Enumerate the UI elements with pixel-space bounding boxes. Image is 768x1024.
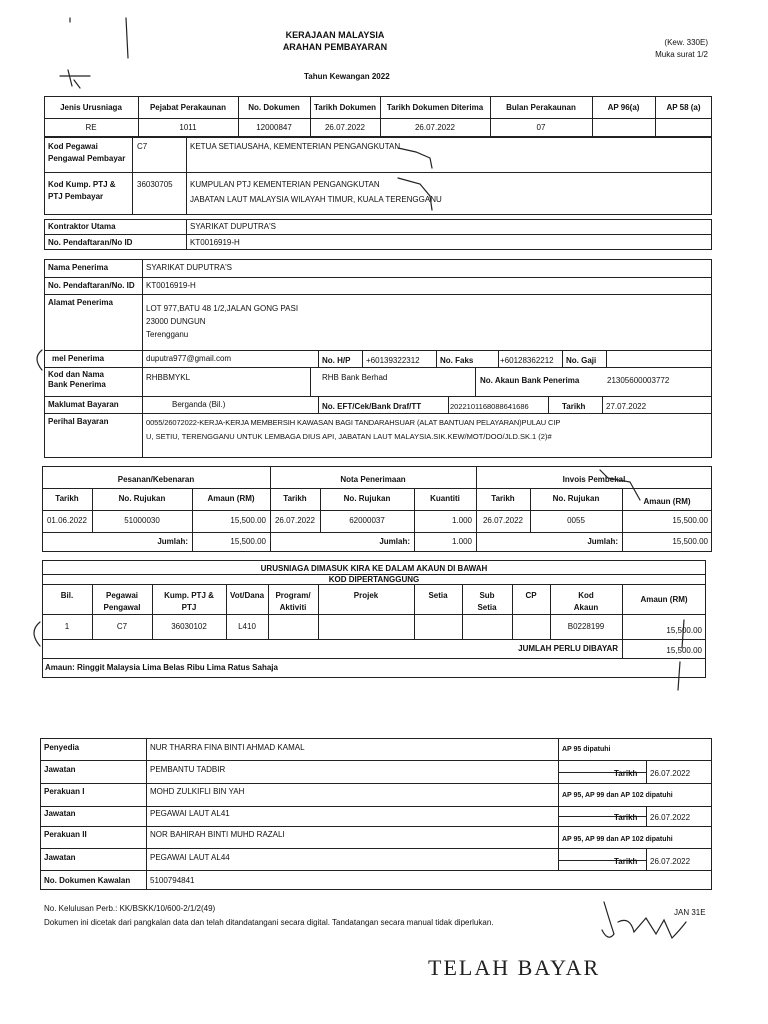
faks-label: No. Faks — [440, 356, 474, 365]
u-sub-header: Sub — [479, 591, 495, 600]
u-program-header-2: Aktiviti — [279, 603, 307, 612]
tarikh-label-2: Tarikh — [614, 813, 638, 822]
i-jumlah: 15,500.00 — [672, 537, 708, 546]
i-tarikh-header: Tarikh — [491, 494, 515, 503]
ptj-code: 36030705 — [137, 180, 173, 189]
perakuan1-label: Perakuan I — [44, 787, 85, 796]
u-ptj-header: Kump. PTJ & — [164, 591, 214, 600]
perakuan2-name: NOR BAHIRAH BINTI MUHD RAZALI — [150, 830, 285, 839]
alamat-line-3: Terengganu — [146, 330, 189, 339]
urusniaga-title: URUSNIAGA DIMASUK KIRA KE DALAM AKAUN DI BAWAH — [260, 564, 488, 573]
n-kuantiti: 1.000 — [451, 516, 472, 525]
alamat-label: Alamat Penerima — [48, 298, 113, 307]
p-jumlah: 15,500.00 — [230, 537, 266, 546]
nodok-value: 12000847 — [256, 123, 292, 132]
n-tarikh: 26.07.2022 — [274, 516, 316, 525]
u-kod-header: Kod — [578, 591, 594, 600]
i-jumlah-label: Jumlah: — [587, 537, 618, 546]
ap96-label: AP 96(a) — [607, 103, 640, 112]
ptj-label-2: PTJ Pembayar — [48, 192, 104, 201]
tarikh-label-1: Tarikh — [614, 769, 638, 778]
pegawai-name: KETUA SETIAUSAHA, KEMENTERIAN PENGANGKUTAN — [190, 142, 401, 151]
tarikh-2: 26.07.2022 — [650, 813, 691, 822]
maklumat-value: Berganda (Bil.) — [172, 400, 226, 409]
p-rujukan-header: No. Rujukan — [118, 494, 166, 503]
perihal-label: Perihal Bayaran — [48, 417, 109, 426]
ptj-line-1: KUMPULAN PTJ KEMENTERIAN PENGANGKUTAN — [190, 180, 380, 189]
tarikh-label-3: Tarikh — [614, 857, 638, 866]
u-bil: 1 — [64, 622, 70, 631]
jan-code: JAN 31E — [674, 908, 706, 917]
tarikh-1: 26.07.2022 — [650, 769, 691, 778]
pegawai-label-2: Pengawal Pembayar — [48, 154, 126, 163]
eft-value: 2022101168088641686 — [450, 402, 529, 411]
reg-value: KT0016919-H — [146, 281, 196, 290]
tarikh-3: 26.07.2022 — [650, 857, 691, 866]
u-program-header: Program/ — [275, 591, 311, 600]
tdok-value: 26.07.2022 — [324, 123, 366, 132]
kelulusan-note: No. Kelulusan Perb.: KK/BSKK/10/600-2/1/2(49) — [44, 904, 216, 913]
pejabat-label: Pejabat Perakaunan — [149, 103, 227, 112]
akaun-value: 21305600003772 — [607, 376, 670, 385]
kawalan-value: 5100794841 — [150, 876, 195, 885]
i-rujukan: 0055 — [567, 516, 585, 525]
p-amaun-header: Amaun (RM) — [207, 494, 255, 503]
telah-bayar-stamp: TELAH BAYAR — [428, 955, 601, 980]
bank-label-2: Bank Penerima — [48, 380, 106, 389]
u-setia-header: Setia — [428, 591, 448, 600]
kawalan-label: No. Dokumen Kawalan — [44, 876, 131, 885]
u-vot-header: Vot/Dana — [229, 591, 265, 600]
jawatan-3: PEGAWAI LAUT AL44 — [150, 853, 230, 862]
p-tarikh-header: Tarikh — [55, 494, 79, 503]
pegawai-code: C7 — [137, 142, 148, 151]
u-vot: L410 — [238, 622, 256, 631]
financial-year: Tahun Kewangan 2022 — [304, 72, 390, 81]
n-kuantiti-header: Kuantiti — [430, 494, 460, 503]
invois-title: Invois Pembekal — [562, 475, 626, 484]
kontraktor-reg: KT0016919-H — [190, 238, 240, 247]
jumlah-perlu: 15,500.00 — [666, 646, 702, 655]
p-rujukan: 51000030 — [124, 516, 160, 525]
kontraktor-reg-label: No. Pendaftaran/No ID — [48, 238, 133, 247]
eft-tarikh: 27.07.2022 — [606, 402, 647, 411]
u-ptj-header-2: PTJ — [181, 603, 197, 612]
n-jumlah-label: Jumlah: — [379, 537, 410, 546]
jenis-label: Jenis Urusniaga — [60, 103, 122, 112]
form-code: (Kew. 330E) — [664, 38, 708, 47]
pesanan-title: Pesanan/Kebenaran — [117, 475, 195, 484]
u-amaun: 15,500.00 — [666, 626, 702, 635]
maklumat-label: Maklumat Bayaran — [48, 400, 119, 409]
i-amaun-header: Amaun (RM) — [643, 497, 691, 506]
jawatan-2: PEGAWAI LAUT AL41 — [150, 809, 230, 818]
perihal-line-2: U, SETIU, TERENGGANU UNTUK LEMBAGA DIUS API, JABATAN LAUT MALAYSIA.SIK.KEW/MOT/DOO/JLD.SK.1 (2)# — [146, 432, 552, 441]
u-ptj: 36030102 — [171, 622, 207, 631]
binder-mark-1 — [37, 350, 42, 370]
amaun-words: Amaun: Ringgit Malaysia Lima Belas Ribu Lima Ratus Sahaja — [45, 663, 278, 672]
u-amaun-header: Amaun (RM) — [640, 595, 688, 604]
u-pegawai-header: Pegawai — [105, 591, 138, 600]
u-sub-header-2: Setia — [477, 603, 497, 612]
n-jumlah: 1.000 — [451, 537, 472, 546]
nodok-label: No. Dokumen — [248, 103, 300, 112]
i-amaun: 15,500.00 — [672, 516, 708, 525]
u-projek-header: Projek — [353, 591, 379, 600]
bank-label: Kod dan Nama — [48, 370, 105, 379]
perakuan2-note: AP 95, AP 99 dan AP 102 dipatuhi — [562, 836, 673, 843]
pen-stroke — [126, 18, 128, 58]
faks-value: +60128362212 — [500, 356, 554, 365]
tdok-label: Tarikh Dokumen — [313, 103, 377, 112]
eft-label: No. EFT/Cek/Bank Draf/TT — [322, 402, 422, 411]
bulan-value: 07 — [536, 123, 546, 132]
urusniaga-subtitle: KOD DIPERTANGGUNG — [328, 575, 420, 584]
u-kod-header-2: Akaun — [573, 603, 599, 612]
n-rujukan: 62000037 — [349, 516, 385, 525]
bank-name: RHB Bank Berhad — [322, 373, 388, 382]
gaji-label: No. Gaji — [566, 356, 597, 365]
penyedia-label: Penyedia — [44, 743, 80, 752]
ptj-line-2: JABATAN LAUT MALAYSIA WILAYAH TIMUR, KUALA TERENGGANU — [190, 195, 442, 204]
p-tarikh: 01.06.2022 — [46, 516, 88, 525]
u-kod: B0228199 — [567, 622, 605, 631]
hp-value: +60139322312 — [366, 356, 420, 365]
emel-value: duputra977@gmail.com — [146, 354, 232, 363]
kontraktor-name: SYARIKAT DUPUTRA'S — [190, 222, 276, 231]
ptj-label: Kod Kump. PTJ & — [48, 180, 116, 189]
jawatan-label-2: Jawatan — [44, 809, 76, 818]
gov-title: KERAJAAN MALAYSIA — [285, 30, 385, 40]
jawatan-label-3: Jawatan — [44, 853, 76, 862]
i-rujukan-header: No. Rujukan — [552, 494, 600, 503]
hp-label: No. H/P — [322, 356, 351, 365]
p-amaun: 15,500.00 — [230, 516, 266, 525]
form-title: ARAHAN PEMBAYARAN — [282, 42, 388, 52]
alamat-line-2: 23000 DUNGUN — [146, 317, 206, 326]
perakuan1-name: MOHD ZULKIFLI BIN YAH — [150, 787, 245, 796]
pen-scribble — [60, 70, 90, 88]
u-pegawai: C7 — [116, 622, 128, 631]
penyedia-note: AP 95 dipatuhi — [562, 746, 611, 753]
n-tarikh-header: Tarikh — [283, 494, 307, 503]
nama-value: SYARIKAT DUPUTRA'S — [146, 263, 232, 272]
pejabat-value: 1011 — [179, 123, 197, 132]
u-bil-header: Bil. — [60, 591, 74, 600]
kontraktor-label: Kontraktor Utama — [48, 222, 116, 231]
reg-label: No. Pendaftaran/No. ID — [48, 281, 135, 290]
eft-tarikh-label: Tarikh — [562, 402, 586, 411]
jawatan-1: PEMBANTU TADBIR — [150, 765, 226, 774]
pegawai-label: Kod Pegawai — [48, 142, 98, 151]
jawatan-label-1: Jawatan — [44, 765, 76, 774]
p-jumlah-label: Jumlah: — [157, 537, 188, 546]
n-rujukan-header: No. Rujukan — [343, 494, 391, 503]
penyedia-name: NUR THARRA FINA BINTI AHMAD KAMAL — [150, 743, 305, 752]
tterima-value: 26.07.2022 — [414, 123, 456, 132]
ap58-label: AP 58 (a) — [666, 103, 701, 112]
bulan-label: Bulan Perakaunan — [506, 103, 576, 112]
binder-mark-2 — [34, 622, 40, 646]
i-tarikh: 26.07.2022 — [482, 516, 524, 525]
u-cp-header: CP — [525, 591, 537, 600]
nama-label: Nama Penerima — [48, 263, 109, 272]
perakuan1-note: AP 95, AP 99 dan AP 102 dipatuhi — [562, 792, 673, 799]
perihal-line-1: 0055/26072022-KERJA-KERJA MEMBERSIH KAWASAN BAGI TANDARAHSUAR (ALAT BANTUAN PELAYARAN)PULAU CIP — [146, 418, 561, 427]
tterima-label: Tarikh Dokumen Diterima — [386, 103, 484, 112]
perakuan2-label: Perakuan II — [44, 830, 87, 839]
jenis-value: RE — [85, 123, 97, 132]
u-pegawai-header-2: Pengawal — [103, 603, 141, 612]
page-number: Muka surat 1/2 — [655, 50, 708, 59]
alamat-line-1: LOT 977,BATU 48 1/2,JALAN GONG PASI — [146, 304, 299, 313]
jumlah-perlu-label: JUMLAH PERLU DIBAYAR — [518, 644, 618, 653]
digital-note: Dokumen ini dicetak dari pangkalan data dan telah ditandatangani secara digital. Tandatangan secara manual tidak diperlukan. — [44, 918, 494, 927]
bank-code: RHBBMYKL — [146, 373, 191, 382]
emel-label: mel Penerima — [52, 354, 105, 363]
nota-title: Nota Penerimaan — [340, 475, 406, 484]
akaun-label: No. Akaun Bank Penerima — [480, 376, 580, 385]
